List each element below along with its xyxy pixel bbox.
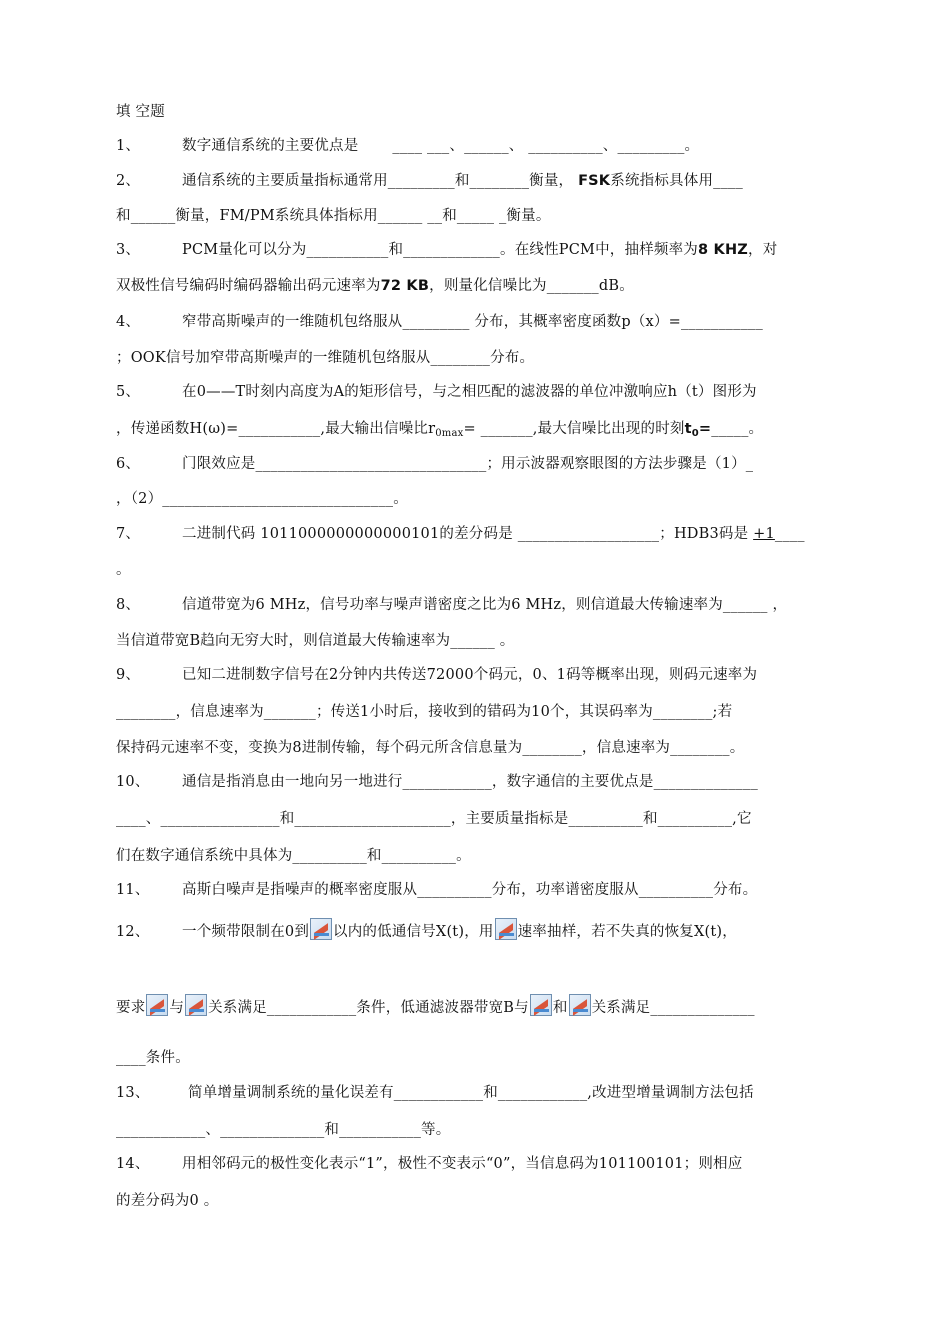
question-8-line-2 xyxy=(116,631,840,651)
question-number: 4、 xyxy=(116,314,141,330)
question-text: 系统指标具体用____ xyxy=(610,173,743,189)
question-number: 6、 xyxy=(116,456,141,472)
question-2 xyxy=(116,171,840,191)
question-5 xyxy=(116,382,840,402)
image-placeholder-icon xyxy=(310,918,332,940)
question-2-line-2 xyxy=(116,206,840,226)
question-12 xyxy=(116,918,840,942)
question-text: 通信是指消息由一地向另一地进行____________，数字通信的主要优点是______________ xyxy=(182,774,758,790)
question-number: 8、 xyxy=(116,597,141,613)
question-11 xyxy=(116,880,840,900)
question-text: 数字通信系统的主要优点是 xyxy=(182,138,359,154)
question-number: 3、 xyxy=(116,242,141,258)
question-6 xyxy=(116,454,840,474)
question-1 xyxy=(116,136,840,156)
bold-term: 72 KB xyxy=(380,278,430,294)
question-3-line-2 xyxy=(116,276,840,296)
question-text: 要求 xyxy=(116,1000,146,1016)
section-heading: 填 空题 xyxy=(116,104,165,120)
question-text: 双极性信号编码时编码器输出码元速率为 xyxy=(116,278,381,294)
question-text: ，对 xyxy=(748,242,778,258)
question-text: ，则量化信噪比为_______dB。 xyxy=(429,278,634,294)
question-14-line-2 xyxy=(116,1191,840,1211)
question-text: ____________、______________和___________等。 xyxy=(116,1122,451,1138)
image-placeholder-icon xyxy=(569,994,591,1016)
underlined-answer: +1 xyxy=(753,526,775,542)
question-13 xyxy=(116,1083,840,1103)
question-10-line-3 xyxy=(116,846,840,866)
question-text: 的差分码为0 。 xyxy=(116,1193,219,1209)
question-7-line-2 xyxy=(116,560,840,580)
answer-blank: _______________________________ xyxy=(255,456,487,472)
question-9-line-3 xyxy=(116,738,840,758)
question-4-line-2 xyxy=(116,348,840,368)
question-text: 和 xyxy=(552,1000,568,1016)
question-text: PCM量化可以分为___________和_____________。在线性PCM中，抽样频率为 xyxy=(182,242,698,258)
question-text: 在0——T时刻内高度为A的矩形信号，与之相匹配的滤波器的单位冲激响应h（t）图形为 xyxy=(182,384,757,400)
question-text: 门限效应是 xyxy=(182,456,256,472)
question-12-line-3 xyxy=(116,1048,840,1068)
bold-term: t xyxy=(684,421,692,437)
question-text: 一个频带限制在0到 xyxy=(182,924,310,940)
subscript: 0 xyxy=(691,428,699,439)
question-9-line-2 xyxy=(116,702,840,722)
question-number: 11、 xyxy=(116,882,150,898)
question-text: 与 xyxy=(169,1000,185,1016)
question-text: 保持码元速率不变，变换为8进制传输，每个码元所含信息量为________，信息速率为________。 xyxy=(116,740,745,756)
question-10 xyxy=(116,772,840,792)
question-text: _____。 xyxy=(711,421,764,437)
question-text: ；用示波器观察眼图的方法步骤是（1）_ xyxy=(486,456,754,472)
bold-term: FSK xyxy=(578,173,611,189)
question-text: 用相邻码元的极性变化表示“1”，极性不变表示“0”，当信息码为101100101；则相应 xyxy=(182,1156,743,1172)
question-text: 高斯白噪声是指噪声的概率密度服从__________分布，功率谱密度服从__________分布。 xyxy=(182,882,758,898)
question-number: 5、 xyxy=(116,384,141,400)
answer-blanks: ____ ___、______、 __________、_________。 xyxy=(392,138,700,154)
question-text: 关系满足______________ xyxy=(591,1000,755,1016)
question-6-line-2 xyxy=(116,489,840,509)
question-text: ________，信息速率为_______；传送1小时后，接收到的错码为10个，其误码率为________;若 xyxy=(116,704,733,720)
question-8 xyxy=(116,595,840,615)
question-text: 已知二进制数字信号在2分钟内共传送72000个码元，0、1码等概率出现，则码元速率为 xyxy=(182,667,758,683)
image-placeholder-icon xyxy=(146,994,168,1016)
question-text: ；OOK信号加窄带高斯噪声的一维随机包络服从________分布。 xyxy=(116,350,535,366)
question-12-line-2 xyxy=(116,994,840,1018)
image-placeholder-icon xyxy=(185,994,207,1016)
question-text: 信道带宽为6 MHz，信号功率与噪声谱密度之比为6 MHz，则信道最大传输速率为______ ， xyxy=(182,597,788,613)
question-number: 2、 xyxy=(116,173,141,189)
answer-blank: ____ xyxy=(774,526,805,542)
question-text: 们在数字通信系统中具体为__________和__________。 xyxy=(116,848,471,864)
question-number: 7、 xyxy=(116,526,141,542)
question-text: ,最大输出信噪比r xyxy=(320,421,436,437)
question-text: 和______衡量，FM/PM系统具体指标用______ __和_____ _衡量。 xyxy=(116,208,551,224)
question-text: = _______,最大信噪比出现的时刻 xyxy=(463,421,685,437)
question-number: 14、 xyxy=(116,1156,150,1172)
question-9 xyxy=(116,665,840,685)
question-text: 速率抽样，若不失真的恢复X(t)， xyxy=(517,924,737,940)
question-number: 1、 xyxy=(116,138,141,154)
answer-blank: ___________ xyxy=(238,421,321,437)
question-text: 。 xyxy=(116,562,131,578)
answer-blank: ___________ xyxy=(680,314,763,330)
question-text: 以内的低通信号X(t)，用 xyxy=(333,924,494,940)
question-4 xyxy=(116,312,840,332)
question-text: 简单增量调制系统的量化误差有____________和____________,改进型增量调制方法包括 xyxy=(188,1085,754,1101)
image-placeholder-icon xyxy=(530,994,552,1016)
question-text: ，传递函数H(ω)= xyxy=(116,421,239,437)
question-text: ____、________________和_____________________，主要质量指标是__________和__________,它 xyxy=(116,811,752,827)
image-placeholder-icon xyxy=(495,918,517,940)
question-text: 当信道带宽B趋向无穷大时，则信道最大传输速率为______ 。 xyxy=(116,633,515,649)
subscript: 0max xyxy=(435,428,464,439)
question-number: 10、 xyxy=(116,774,150,790)
question-number: 9、 xyxy=(116,667,141,683)
bold-term: 8 KHZ xyxy=(698,242,749,258)
question-14 xyxy=(116,1154,840,1174)
question-number: 12、 xyxy=(116,924,150,940)
question-text: ____条件。 xyxy=(116,1050,190,1066)
question-13-line-2 xyxy=(116,1120,840,1140)
question-number: 13、 xyxy=(116,1085,150,1101)
question-5-line-2 xyxy=(116,419,840,444)
question-text: 二进制代码 1011000000000000101的差分码是 ___________________；HDB3码是 xyxy=(182,526,749,542)
question-10-line-2 xyxy=(116,809,840,829)
bold-term: = xyxy=(698,421,712,437)
question-3 xyxy=(116,240,840,260)
question-text: ，（2）_______________________________。 xyxy=(116,491,408,507)
question-text: 窄带高斯噪声的一维随机包络服从_________ 分布，其概率密度函数p（x）= xyxy=(182,314,681,330)
question-text: 关系满足____________条件，低通滤波器带宽B与 xyxy=(208,1000,529,1016)
question-7 xyxy=(116,524,840,544)
question-text: 通信系统的主要质量指标通常用_________和________衡量， xyxy=(182,173,574,189)
